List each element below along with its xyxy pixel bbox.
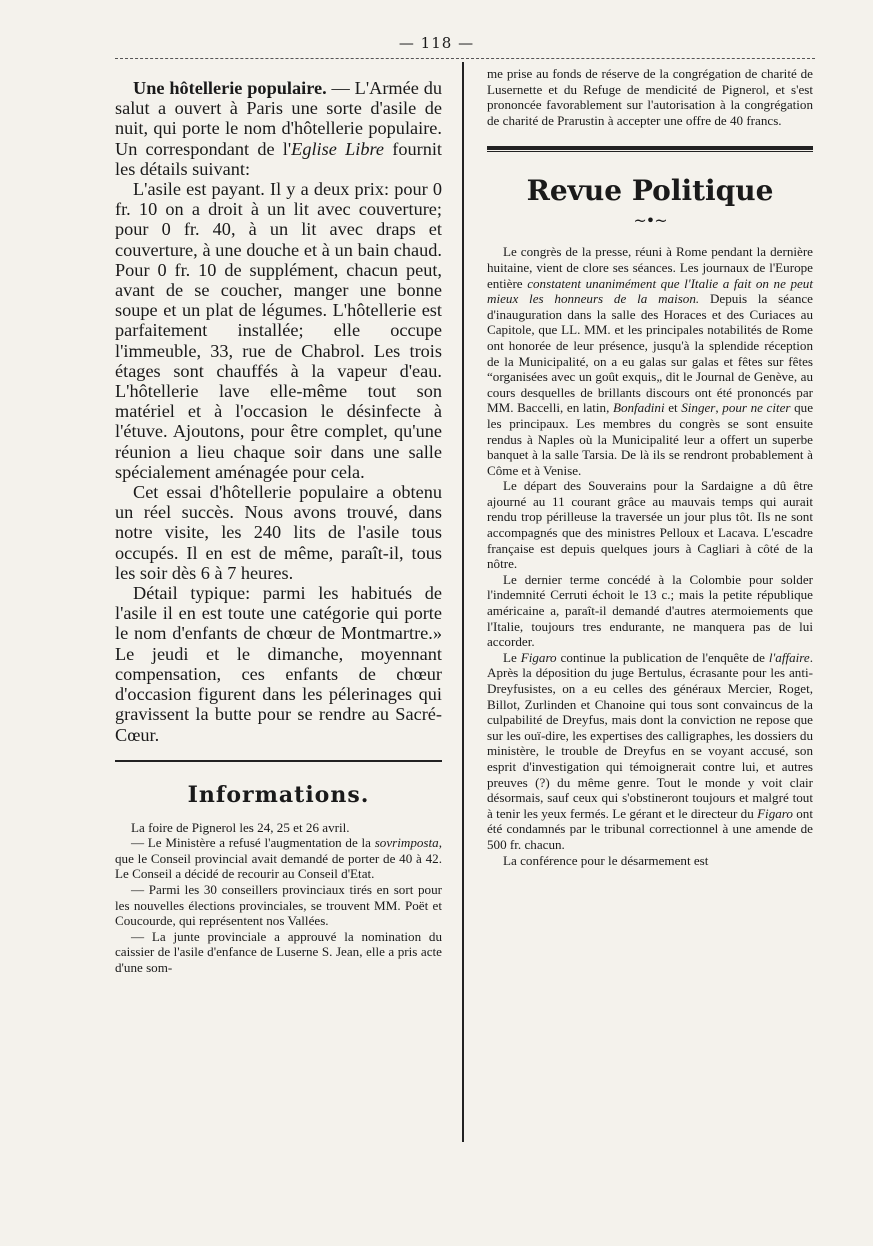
journal-name: Eglise Libre	[291, 138, 385, 159]
revue-italic: Figaro	[757, 805, 793, 821]
article-text: fournit les détails suivant:	[115, 138, 443, 179]
revue-text: continue la publication de l'enquête de	[556, 649, 769, 665]
page-number: — 118 —	[398, 34, 475, 52]
revue-paragraph	[487, 650, 813, 853]
revue-italic: Bonfadini	[612, 400, 665, 416]
section-rule	[115, 760, 442, 762]
revue-italic: l'affaire	[768, 649, 810, 665]
info-text: — Le Ministère a refusé l'augmentation de la	[131, 835, 375, 851]
revue-politique-title: Revue Politique	[526, 174, 774, 208]
revue-text: que les principaux. Les membres du congrès se sont ensuite rendus à Naples où la Municipalité leur a offert un superbe banquet à la salle Tarsia. De là ils se rendront probablement à Côme et à Venise.	[487, 400, 813, 478]
informations-title: Informations.	[187, 781, 370, 808]
article-paragraph	[115, 78, 442, 179]
article-paragraph: Détail typique: parmi les habitués de l'asile il en est toute une catégorie qui porte le nom d'enfants de chœur de Montmartre.» Le jeudi et le dimanche, moyennant compensation, ces enfants de chœur d'occasion figurent dans les pélerinages qui gravissent la butte pour se rendre au Sacré-Cœur.	[115, 583, 442, 745]
left-column	[115, 78, 442, 976]
info-italic: sovrimposta	[374, 835, 439, 851]
info-text: , que le Conseil provincial avait demandé de porter de 40 à 42. Le Conseil a décidé de recourir au Conseil d'Etat.	[115, 835, 442, 882]
revue-text: ,	[715, 400, 723, 416]
article-title: Une hôtellerie populaire.	[133, 78, 327, 98]
header-rule	[115, 58, 815, 59]
revue-italic: constatent unanimément que l'Italie a fait on ne peut mieux les honneurs de la maison.	[487, 275, 813, 307]
revue-paragraph	[487, 244, 813, 478]
info-paragraph: — Parmi les 30 conseillers provinciaux tirés en sort pour les nouvelles élections provinciales, se trouvent MM. Poët et Coucourde, qui représentent nos Vallées.	[115, 882, 442, 929]
info-paragraph	[115, 835, 442, 882]
right-column	[487, 66, 813, 868]
revue-italic: Figaro	[520, 649, 557, 665]
revue-text: et	[664, 400, 682, 416]
revue-text: Le	[503, 649, 521, 665]
section-rule	[487, 146, 813, 152]
article-paragraph: Cet essai d'hôtellerie populaire a obtenu un réel succès. Nous avons trouvé, dans notre visite, les 240 lits de l'asile tous occupés. Il en est de même, paraît-il, tous les soir dès 6 à 7 heures.	[115, 482, 442, 583]
info-paragraph: — La junte provinciale a approuvé la nomination du caissier de l'asile d'enfance de Luserne S. Jean, elle a pris acte d'une som-	[115, 928, 442, 976]
revue-italic: pour ne citer	[722, 400, 791, 416]
article-hotellerie	[115, 78, 442, 745]
revue-text: Depuis la séance d'inauguration dans la salle des Horaces et des Curiaces au Capitole, que LL. MM. et les principales notabilités de Rome ont honorée de leur présence, jusqu'à la splendide réception de la Municipalité, on a eu galas sur galas et fêtes sur fêtes “organisées avec un goût exquis„ dit le Journal de Genève, au cours desquelles de brillants discours ont été prononcés par MM. Baccelli, en latin,	[487, 291, 813, 416]
revue-paragraph: Le départ des Souverains pour la Sardaigne a dû être ajourné au 11 courant grâce au mauvais temps qui aurait rendu trop périlleuse la traversée un jour plus tôt. Ils ne sont accompagnés que des ministres Pelloux et Lacava. L'escadre française est depuis quelques jours à Cagliari à côté de la nôtre.	[487, 478, 813, 572]
revue-italic: Singer	[681, 400, 716, 416]
revue-paragraph: La conférence pour le désarmement est	[503, 852, 709, 868]
column-divider	[462, 62, 464, 1142]
article-paragraph: L'asile est payant. Il y a deux prix: pour 0 fr. 10 on a droit à un lit avec couverture; pour 0 fr. 40, à un lit avec draps et couverture, à une douche et à un bain chaud. Pour 0 fr. 10 de supplément, chacun peut, avant de se coucher, manger une bonne soupe et un plat de légumes. L'hôtellerie est parfaitement installée; elle occupe l'immeuble, 33, rue de Chabrol. Les trois étages sont chauffés à la vapeur d'eau. L'hôtellerie lave elle-même tout son matériel et à l'occasion le désinfecte à l'étuve. Ajoutons, pour être complet, qu'une réunion a lieu chaque soir dans une salle spécialement aménagée pour cela.	[115, 179, 442, 482]
revue-paragraph: Le dernier terme concédé à la Colombie pour solder l'indemnité Cerruti échoit le 13 c.; mais la petite république américaine a, paraît-il demandé d'autres atermoiements que l'Italie, toujours tres endurante, ne manquera pas de lui accorder.	[487, 571, 813, 650]
informations-section	[115, 820, 442, 976]
revue-text: . Après la déposition du juge Bertulus, écrasante pour les anti-Dreyfusistes, on a eu celles des généraux Mercier, Roget, Billot, Zurlinden et Chanoine qui tous sont convaincus de la culpabilité de Dreyfus, mais dont la conviction ne repose que sur les ouï-dire, les expertises des calligraphes, les dossiers du ministère, le trouble de Dreyfus en se voyant accusé, son esprit d'investigation qui témoignerait contre lui, et autres preuves (?) du même genre. Tout le monde y voit clair désormais, sauf ceux qui s'obstineront toujours et malgré tout à tenir les yeux fermés. Le gérant et le directeur du	[487, 649, 813, 821]
continuation-paragraph: me prise au fonds de réserve de la congrégation de charité de Lusernette et du Refuge de mendicité de Pignerol, et s'est prononcée favorablement sur l'autorisation à la congrégation de charité de Prarustin à accepter une offre de 40 francs.	[487, 66, 813, 128]
revue-text: Le congrès de la presse, réuni à Rome pendant la dernière huitaine, vient de clore ses séances. Les journaux de l'Europe entière	[487, 244, 813, 291]
info-paragraph: La foire de Pignerol les 24, 25 et 26 avril.	[131, 819, 350, 835]
article-text: — L'Armée du salut a ouvert à Paris une sorte d'asile de nuit, qui porte le nom d'hôtellerie populaire. Un correspondant de l'	[115, 78, 442, 159]
revue-text: ont été condamnés par le tribunal correctionnel à une amende de 500 fr. chacun.	[487, 805, 813, 852]
ornament-icon: ~•~	[633, 211, 667, 231]
